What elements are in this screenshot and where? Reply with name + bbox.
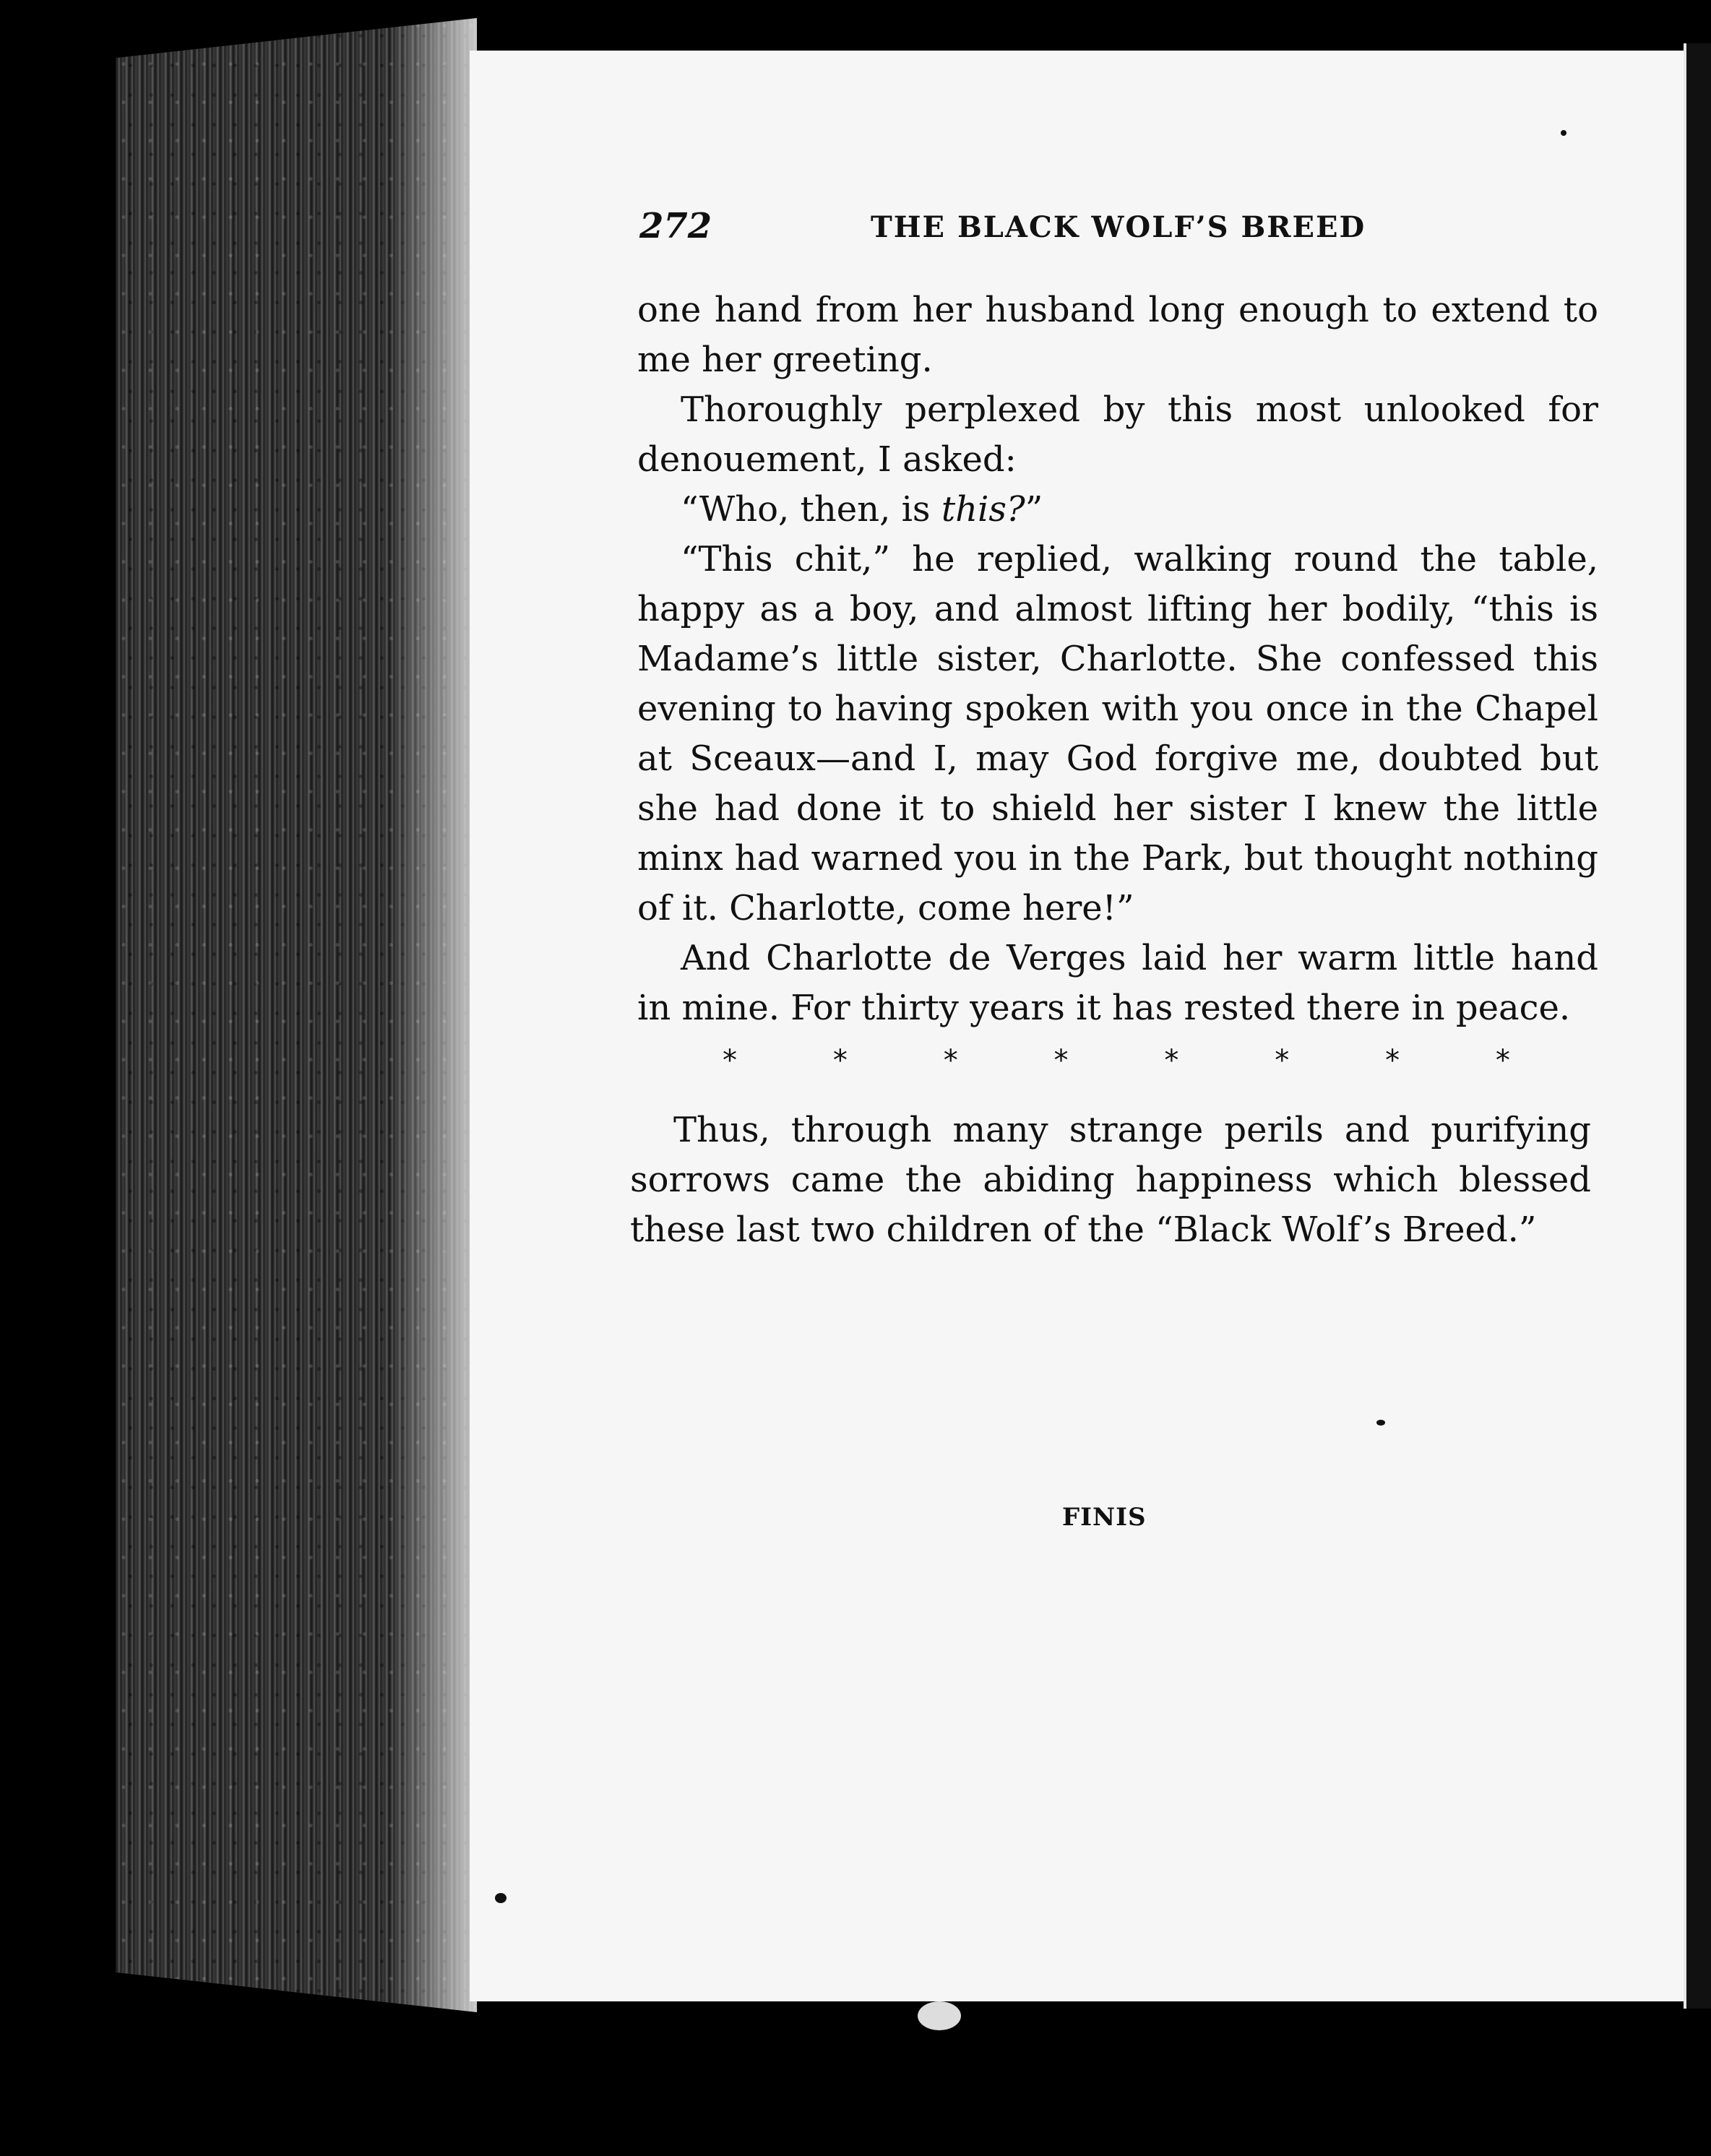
paragraph-3 xyxy=(637,485,1598,535)
paragraph-3-prefix: “Who, then, is xyxy=(681,489,941,530)
paragraph-5: And Charlotte de Verges laid her warm little hand in mine. For thirty years it has rested there in peace. xyxy=(637,938,1598,1028)
body-text xyxy=(637,285,1598,1033)
closing-paragraph: Thus, through many strange perils and purifying sorrows came the abiding happiness which blessed these last two children of the “Black Wolf’s Breed.” xyxy=(630,1110,1591,1250)
finis-label: FINIS xyxy=(1062,1503,1147,1532)
closing-text xyxy=(630,1105,1591,1255)
separator-star: * xyxy=(1385,1044,1400,1077)
scan-speck xyxy=(918,2001,961,2030)
scan-speck xyxy=(1376,1420,1385,1426)
scan-speck xyxy=(495,1893,507,1903)
separator-star: * xyxy=(1495,1044,1510,1077)
paragraph-4: “This chit,” he replied, walking round the table, happy as a boy, and almost lifting her bodily, “this is Madame’s little sister, Charlotte. She confessed this evening to having spoken with you once in the Chapel at Sceaux—and I, may God forgive me, doubted but she had done it to shield her sister I knew the little minx had warned you in the Park, but thought nothing of it. Charlotte, come here!” xyxy=(637,539,1598,928)
separator-star: * xyxy=(1164,1044,1179,1077)
section-separator xyxy=(723,1044,1510,1080)
separator-star: * xyxy=(723,1044,737,1077)
separator-star: * xyxy=(832,1044,848,1077)
page-header xyxy=(639,206,1384,249)
paragraph-3-suffix: ” xyxy=(1025,489,1043,530)
separator-star: * xyxy=(943,1044,958,1077)
paragraph-1: one hand from her husband long enough to extend to me her greeting. xyxy=(637,290,1598,380)
page-edges xyxy=(116,18,477,2012)
edge-fade xyxy=(390,18,477,2012)
separator-star: * xyxy=(1275,1044,1290,1077)
paragraph-2: Thoroughly perplexed by this most unlooked for denouement, I asked: xyxy=(637,389,1598,480)
page-number: 272 xyxy=(639,206,712,246)
paragraph-3-emphasis: this? xyxy=(941,489,1025,530)
right-gutter xyxy=(1684,43,1711,2009)
separator-star: * xyxy=(1053,1044,1069,1077)
scan-speck xyxy=(1561,130,1566,136)
running-title: THE BLACK WOLF’S BREED xyxy=(871,210,1366,244)
